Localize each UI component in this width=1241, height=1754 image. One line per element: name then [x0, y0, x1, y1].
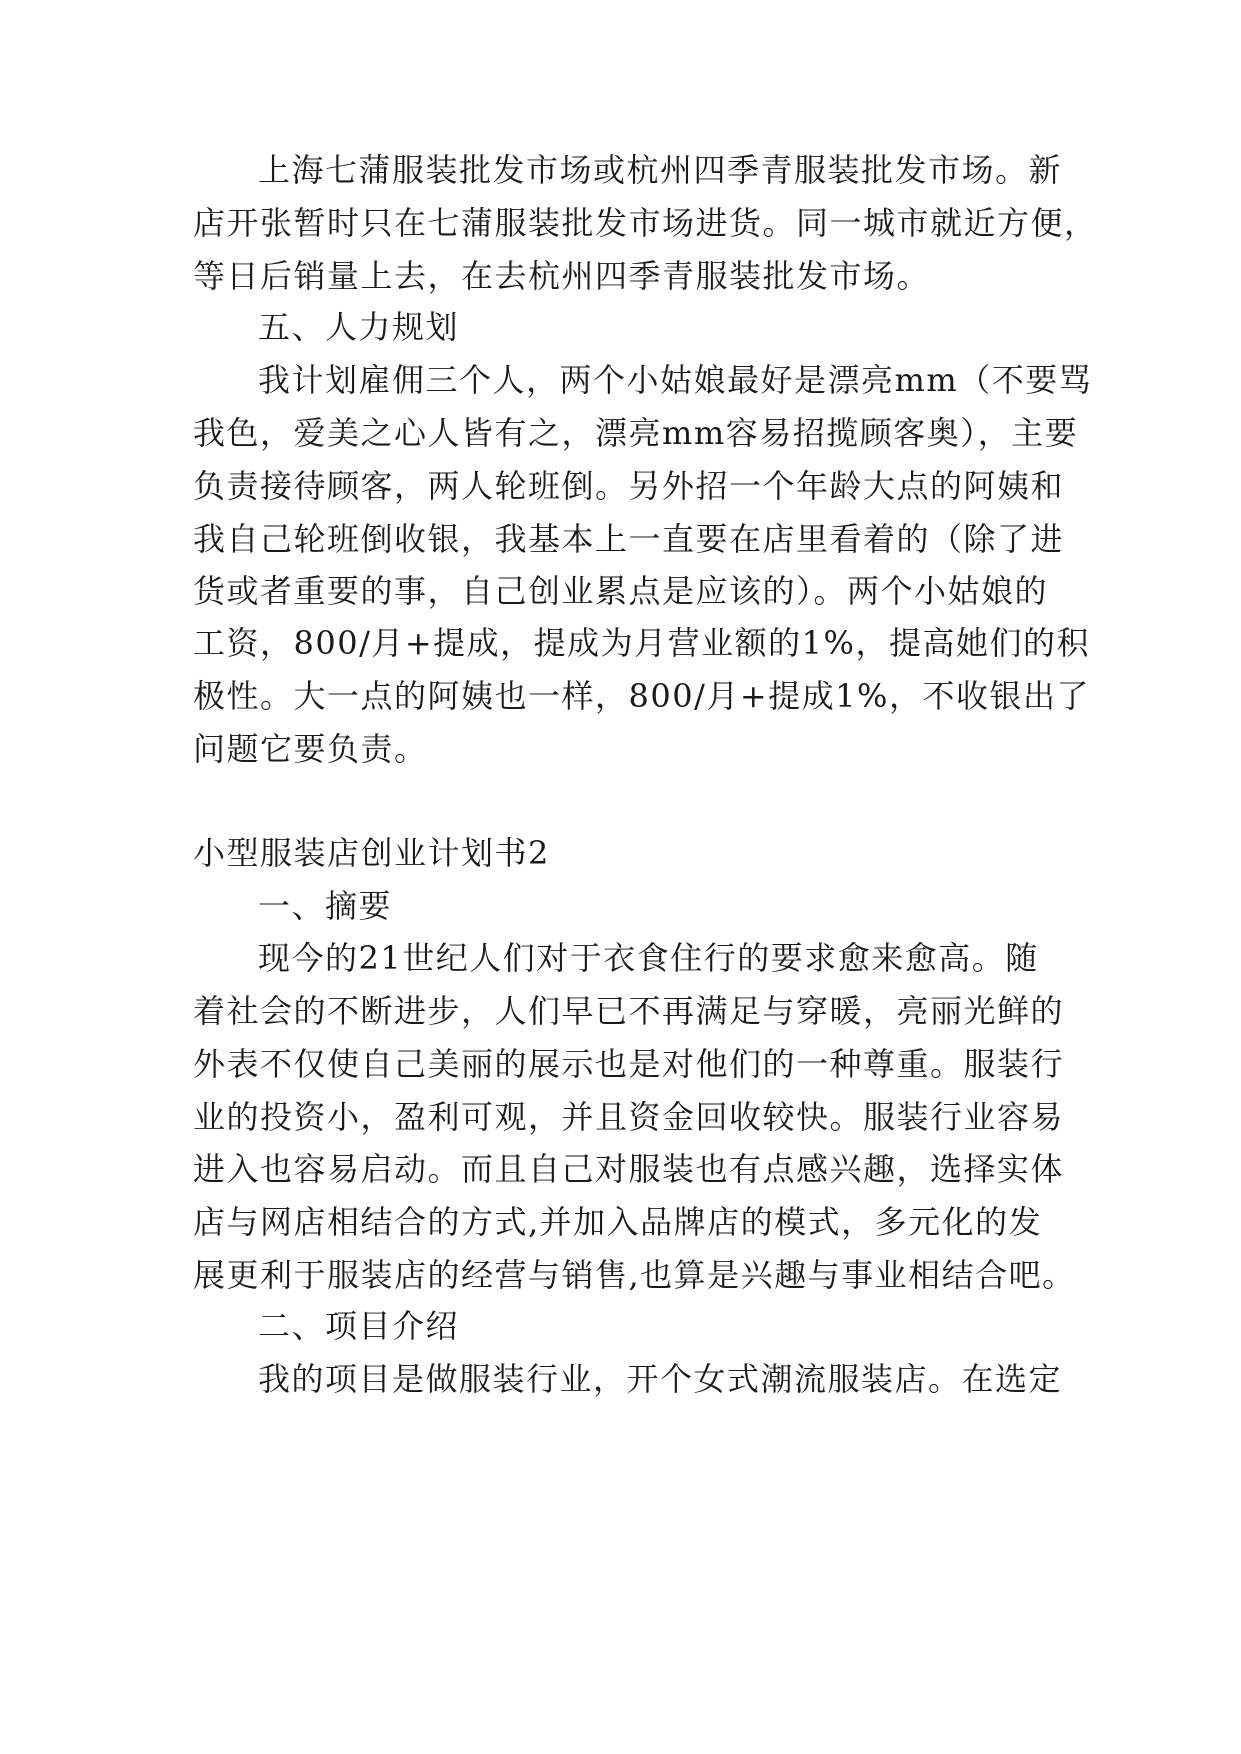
text-line: 我自己轮班倒收银，我基本上一直要在店里看着的（除了进 — [193, 520, 1065, 558]
text-line: 现今的21世纪人们对于衣食住行的要求愈来愈高。随 — [258, 939, 1039, 977]
section-heading: 一、摘要 — [258, 887, 393, 925]
document-title: 小型服装店创业计划书2 — [193, 834, 550, 872]
text-line: 我的项目是做服装行业，开个女式潮流服装店。在选定 — [258, 1360, 1063, 1398]
text-line: 我色，爱美之心人皆有之，漂亮mm容易招揽顾客奥），主要 — [193, 414, 1079, 452]
text-line: 负责接待顾客，两人轮班倒。另外招一个年龄大点的阿姨和 — [193, 467, 1065, 505]
text-line: 问题它要负责。 — [193, 730, 428, 768]
section-heading: 五、人力规划 — [258, 308, 460, 346]
text-line: 店开张暂时只在七蒲服装批发市场进货。同一城市就近方便， — [193, 204, 1098, 242]
text-line: 业的投资小，盈利可观，并且资金回收较快。服装行业容易 — [193, 1098, 1065, 1136]
section-heading: 二、项目介绍 — [258, 1307, 460, 1345]
text-line: 等日后销量上去，在去杭州四季青服装批发市场。 — [193, 257, 931, 295]
text-line: 极性。大一点的阿姨也一样，800/月+提成1%，不收银出了 — [193, 677, 1090, 715]
text-line: 店与网店相结合的方式,并加入品牌店的模式，多元化的发 — [193, 1203, 1043, 1241]
text-line: 进入也容易启动。而且自己对服装也有点感兴趣，选择实体 — [193, 1150, 1065, 1188]
text-line: 上海七蒲服装批发市场或杭州四季青服装批发市场。新 — [258, 151, 1063, 189]
text-line: 着社会的不断进步，人们早已不再满足与穿暖，亮丽光鲜的 — [193, 992, 1065, 1030]
text-line: 工资，800/月+提成，提成为月营业额的1%，提高她们的积 — [193, 624, 1090, 662]
text-line: 展更利于服装店的经营与销售,也算是兴趣与事业相结合吧。 — [193, 1256, 1076, 1294]
text-line: 外表不仅使自己美丽的展示也是对他们的一种尊重。服装行 — [193, 1045, 1065, 1083]
text-line: 货或者重要的事，自己创业累点是应该的）。两个小姑娘的 — [193, 572, 1049, 610]
text-line: 我计划雇佣三个人，两个小姑娘最好是漂亮mm（不要骂 — [258, 361, 1093, 399]
